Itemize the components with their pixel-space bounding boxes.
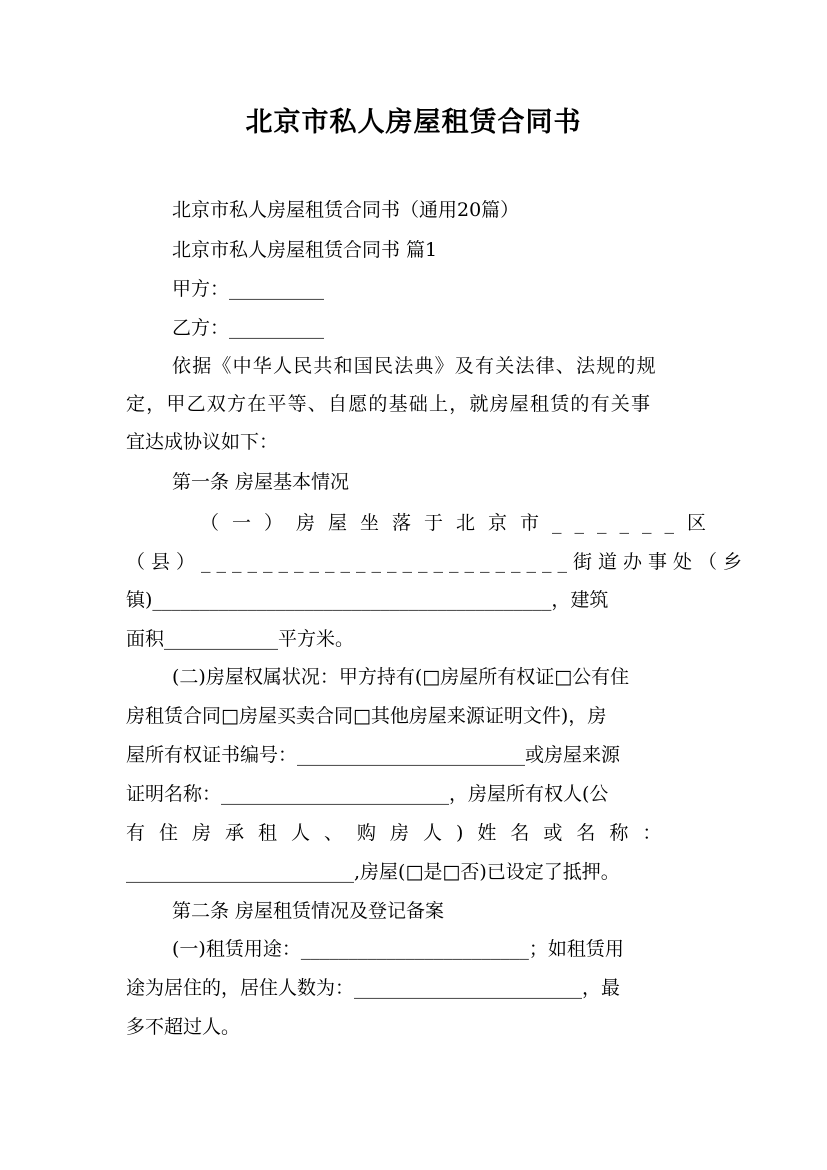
body-text-line: (二)房屋权属状况：甲方持有(□房屋所有权证□公有住 xyxy=(172,666,630,688)
body-text-line: （一）房屋坐落于北京市______区 xyxy=(200,512,720,534)
body-text-line: 有住房承租人、购房人)姓名或名称： xyxy=(126,822,676,844)
body-text-line: (一)租赁用途：________________________；如租赁用 xyxy=(172,938,624,960)
article-heading: 第一条 房屋基本情况 xyxy=(172,471,350,493)
subtitle-line: 北京市私人房屋租赁合同书（通用20篇） xyxy=(172,199,520,221)
body-text-line: 面积____________平方米。 xyxy=(126,628,355,650)
body-text-line: 证明名称：________________________，房屋所有权人(公 xyxy=(126,783,609,805)
body-text-line: 房租赁合同□房屋买卖合同□其他房屋来源证明文件)，房 xyxy=(126,705,607,727)
body-text-line: 途为居住的，居住人数为：________________________，最 xyxy=(126,977,621,999)
body-text-line: 依据《中华人民共和国民法典》及有关法律、法规的规 xyxy=(172,355,657,377)
party-a-line: 甲方：__________ xyxy=(172,278,325,300)
body-text-line: ________________________,房屋(□是□否)已设定了抵押。 xyxy=(126,861,620,883)
body-text-line: 定，甲乙双方在平等、自愿的基础上，就房屋租赁的有关事 xyxy=(126,393,652,415)
body-text-line: （县）________________________街道办事处（乡 xyxy=(126,551,749,573)
document-title: 北京市私人房屋租赁合同书 xyxy=(245,107,582,138)
body-text-line: 镇)__________________________________________，建筑 xyxy=(126,589,609,611)
section-heading: 北京市私人房屋租赁合同书 篇1 xyxy=(172,239,438,261)
body-text-line: 屋所有权证书编号：________________________或房屋来源 xyxy=(126,744,621,766)
body-text-line: 多不超过人。 xyxy=(126,1016,241,1038)
party-b-line: 乙方：__________ xyxy=(172,317,325,339)
article-heading: 第二条 房屋租赁情况及登记备案 xyxy=(172,900,445,922)
body-text-line: 宜达成协议如下： xyxy=(126,431,279,453)
